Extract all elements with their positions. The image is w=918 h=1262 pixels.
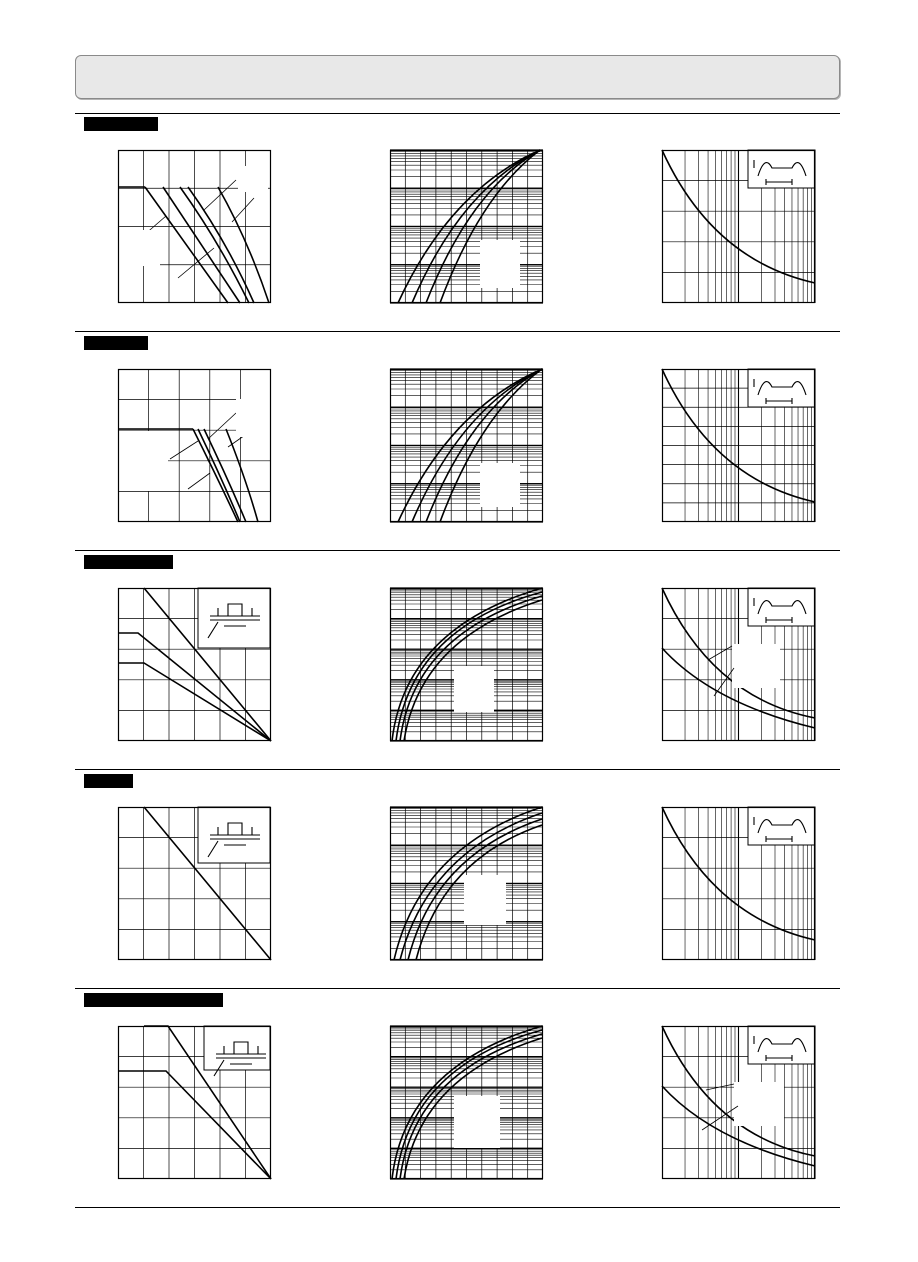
section-tag-2 [84,336,148,350]
label-mask [480,240,520,288]
inset-box [204,1026,270,1070]
waveform-inset [748,369,815,407]
derating-curve [163,187,240,303]
waveform-inset [748,588,815,626]
surge-current-chart-2 [662,369,815,522]
surge-current-chart-5 [662,1026,815,1179]
inset-box [198,588,270,648]
derating-chart-2 [118,369,271,522]
forward-characteristics-chart-3 [390,588,543,741]
mounting-inset [198,807,270,863]
section-tag-3 [84,555,173,569]
waveform-inset [748,1026,815,1064]
forward-characteristics-chart-4 [390,807,543,960]
mounting-inset [204,1026,270,1076]
chart-grid [390,369,543,522]
mounting-inset [198,588,270,648]
section-divider [75,988,840,989]
forward-characteristics-chart-5 [390,1026,543,1179]
surge-current-chart-4 [662,807,815,960]
section-divider [75,113,840,114]
section-tag-5 [84,993,223,1007]
waveform-inset [748,807,815,845]
derating-chart-5 [118,1026,271,1179]
derating-chart-3 [118,588,271,741]
surge-current-chart-3 [662,588,815,741]
section-divider [75,550,840,551]
derating-chart-4 [118,807,271,960]
waveform-inset [748,150,815,188]
forward-characteristics-chart-2 [390,369,543,522]
forward-characteristics-chart-1 [390,150,543,303]
section-tag-1 [84,117,158,131]
derating-chart-1 [118,150,271,303]
label-mask [118,230,160,266]
chart-grid [390,588,543,741]
section-divider [75,331,840,332]
derating-curve [180,187,249,303]
label-mask [238,166,268,192]
page-bottom-rule [75,1207,840,1208]
derating-curve [188,187,254,303]
section-divider [75,769,840,770]
surge-current-chart-1 [662,150,815,303]
section-tag-4 [84,774,133,788]
page-header-box [75,55,840,99]
chart-grid [390,150,543,303]
